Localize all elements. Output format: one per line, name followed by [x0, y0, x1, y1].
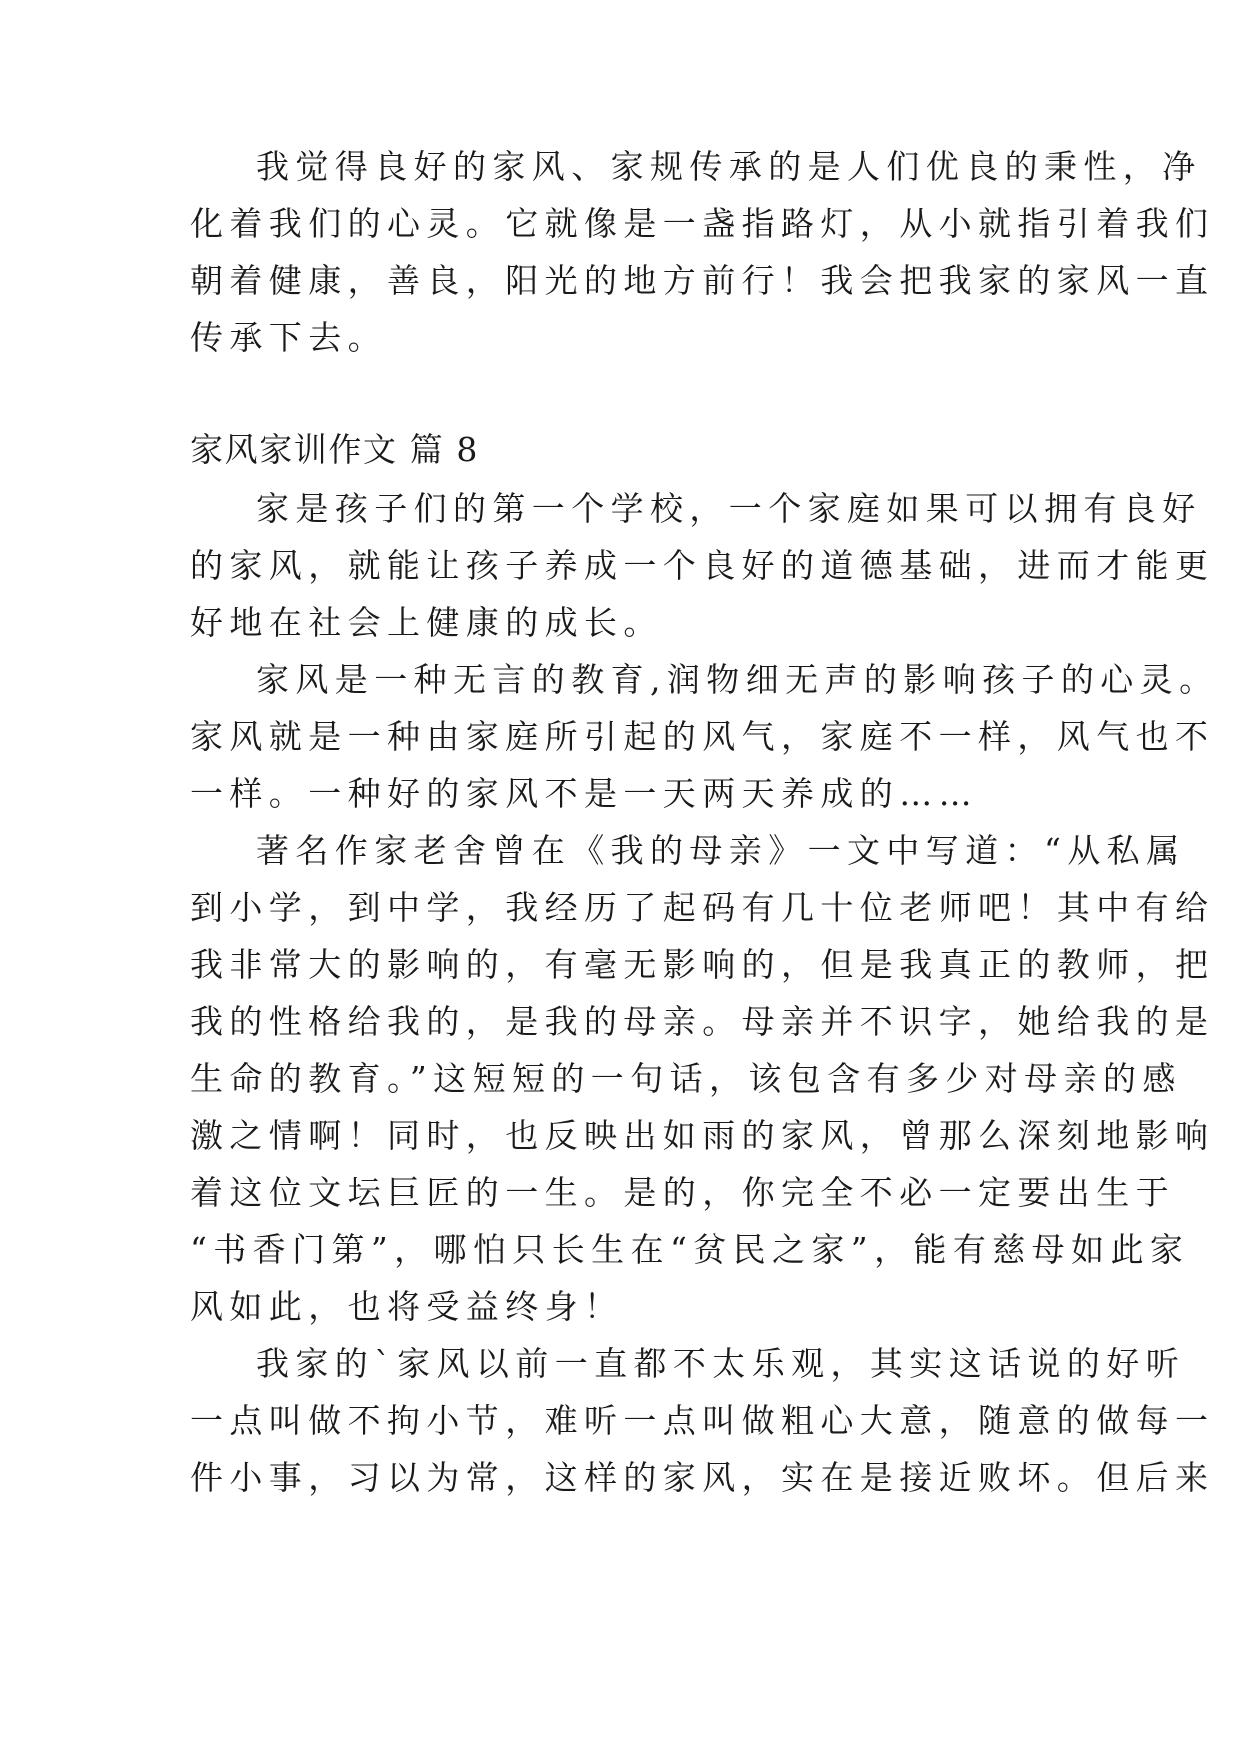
- paragraph-4-line-9: 风如此，也将受益终身！: [190, 1287, 624, 1326]
- paragraph-3-line-3: 一样。一种好的家风不是一天两天养成的……: [190, 774, 978, 813]
- paragraph-4-line-6: 激之情啊！同时，也反映出如雨的家风，曾那么深刻地影响: [190, 1116, 1215, 1155]
- paragraph-3-line-1: 家风是一种无言的教育,润物细无声的影响孩子的心灵。: [256, 660, 1219, 699]
- paragraph-2-line-1: 家是孩子们的第一个学校，一个家庭如果可以拥有良好: [256, 489, 1202, 528]
- paragraph-1-line-4: 传承下去。: [190, 318, 387, 357]
- paragraph-5-line-3: 件小事，习以为常，这样的家风，实在是接近败坏。但后来: [190, 1458, 1215, 1497]
- paragraph-1-line-2: 化着我们的心灵。它就像是一盏指路灯，从小就指引着我们: [190, 204, 1215, 243]
- paragraph-3-line-2: 家风就是一种由家庭所引起的风气，家庭不一样，风气也不: [190, 717, 1215, 756]
- paragraph-2-line-3: 好地在社会上健康的成长。: [190, 603, 663, 642]
- section-heading: 家风家训作文 篇 8: [190, 430, 479, 469]
- paragraph-2-line-2: 的家风，就能让孩子养成一个良好的道德基础，进而才能更: [190, 546, 1215, 585]
- paragraph-4-line-7: 着这位文坛巨匠的一生。是的，你完全不必一定要出生于: [190, 1173, 1175, 1212]
- paragraph-4-line-2: 到小学，到中学，我经历了起码有几十位老师吧！其中有给: [190, 888, 1215, 927]
- paragraph-4-line-8: “书香门第”，哪怕只长生在“贫民之家”，能有慈母如此家: [190, 1230, 1190, 1269]
- paragraph-1-line-3: 朝着健康，善良，阳光的地方前行！我会把我家的家风一直: [190, 261, 1215, 300]
- paragraph-4-line-5: 生命的教育。”这短短的一句话，该包含有多少对母亲的感: [190, 1059, 1182, 1098]
- paragraph-5-line-1: 我家的`家风以前一直都不太乐观，其实这话说的好听: [256, 1344, 1186, 1383]
- paragraph-4-line-1: 著名作家老舍曾在《我的母亲》一文中写道：“从私属: [256, 831, 1186, 870]
- paragraph-5-line-2: 一点叫做不拘小节，难听一点叫做粗心大意，随意的做每一: [190, 1401, 1215, 1440]
- paragraph-4-line-3: 我非常大的影响的，有毫无影响的，但是我真正的教师，把: [190, 945, 1215, 984]
- paragraph-1-line-1: 我觉得良好的家风、家规传承的是人们优良的秉性，净: [256, 147, 1202, 186]
- paragraph-4-line-4: 我的性格给我的，是我的母亲。母亲并不识字，她给我的是: [190, 1002, 1215, 1041]
